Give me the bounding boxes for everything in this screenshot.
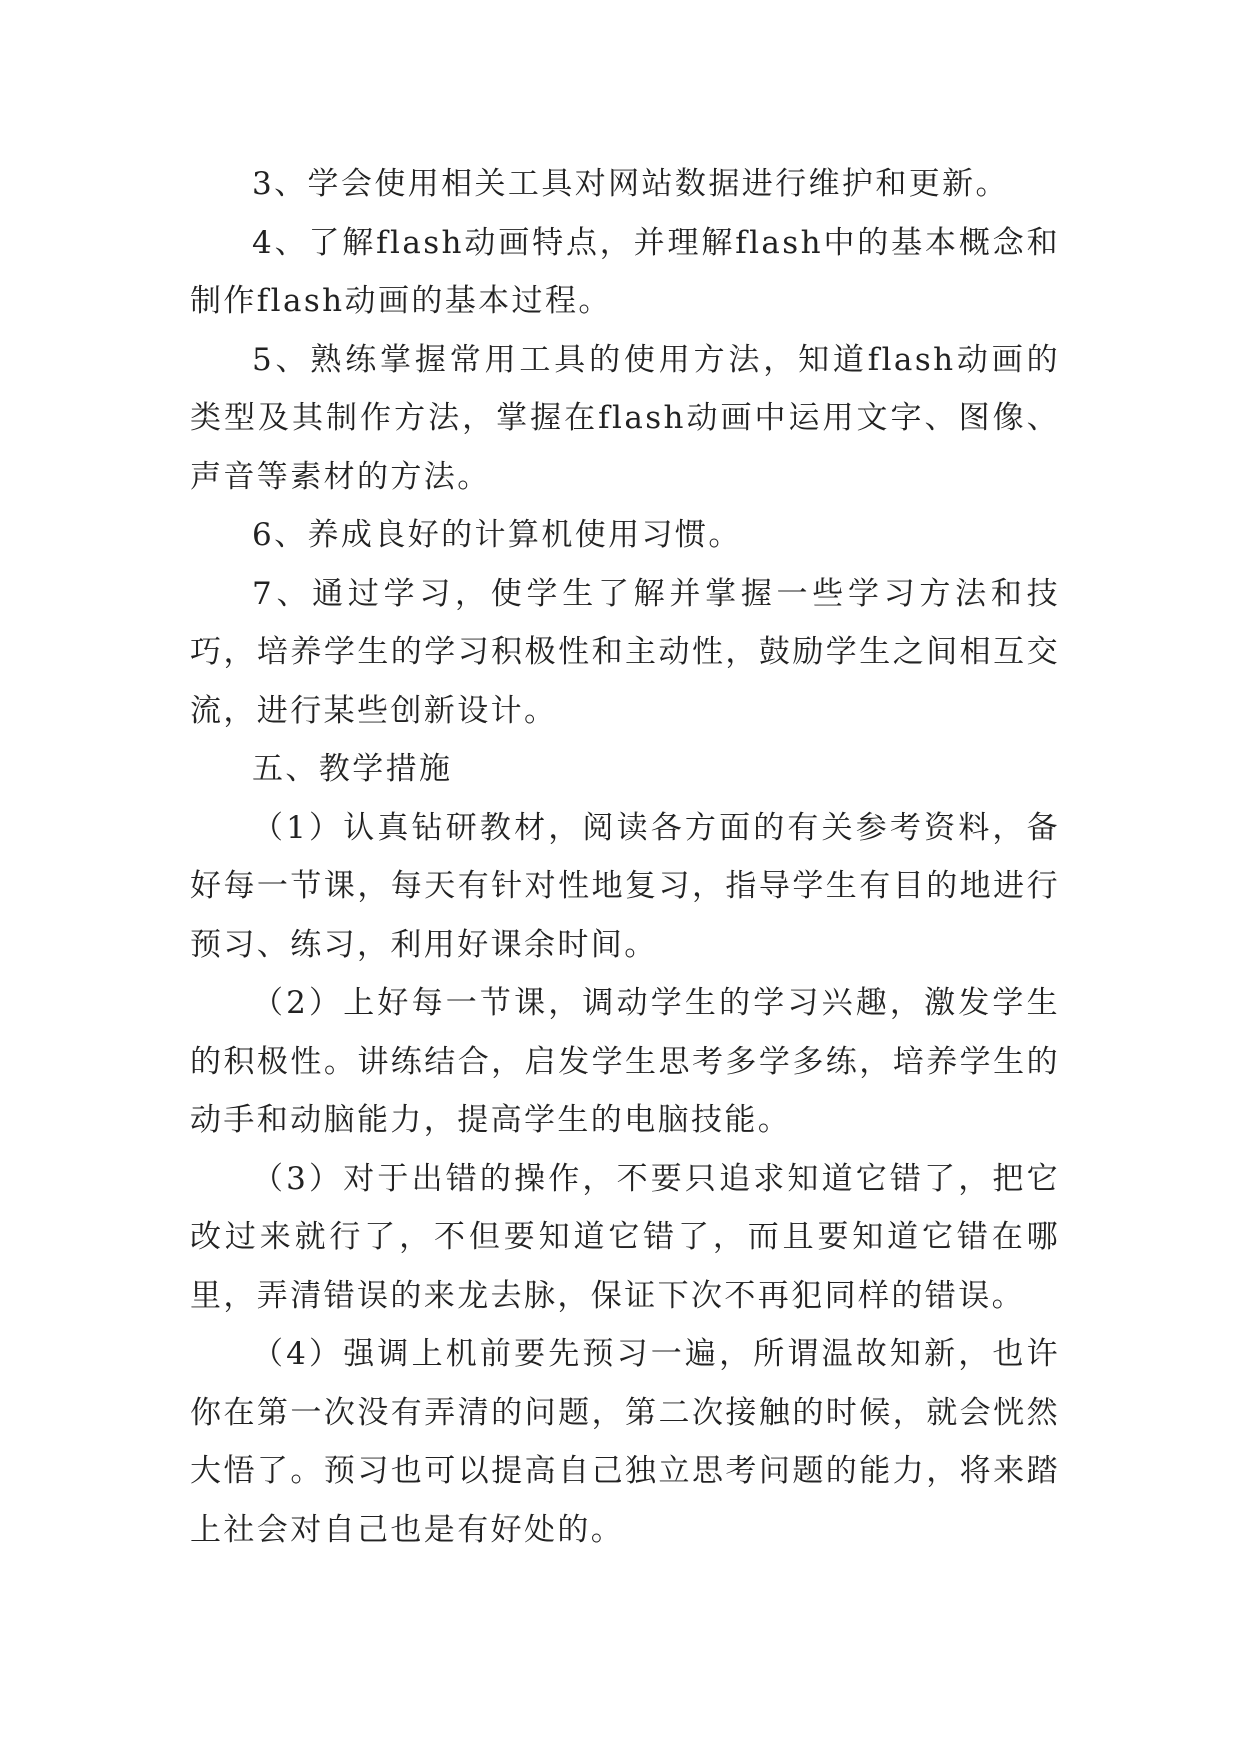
section-heading: 五、教学措施 [252,751,453,787]
measure-paragraph-4: （4）强调上机前要先预习一遍，所谓温故知新，也许你在第一次没有弄清的问题，第二次接触的时候，就会恍然大悟了。预习也可以提高自己独立思考问题的能力，将来踏上社会对自己也是有好处的。 [190,1336,1060,1548]
objective-paragraph-7: 7、通过学习，使学生了解并掌握一些学习方法和技巧，培养学生的学习积极性和主动性，鼓励学生之间相互交流，进行某些创新设计。 [190,575,1060,729]
objective-paragraph-5: 5、熟练掌握常用工具的使用方法，知道flash动画的类型及其制作方法，掌握在flash动画中运用文字、图像、声音等素材的方法。 [190,341,1060,495]
objective-paragraph-3: 3、学会使用相关工具对网站数据进行维护和更新。 [252,166,1009,202]
measure-paragraph-3: （3）对于出错的操作，不要只追求知道它错了，把它改过来就行了，不但要知道它错了，而且要知道它错在哪里，弄清错误的来龙去脉，保证下次不再犯同样的错误。 [190,1160,1060,1314]
objective-paragraph-6: 6、养成良好的计算机使用习惯。 [252,517,742,553]
document-body [190,155,1060,1559]
objective-paragraph-4: 4、了解flash动画特点，并理解flash中的基本概念和制作flash动画的基本过程。 [190,224,1060,319]
measure-paragraph-1: （1）认真钻研教材，阅读各方面的有关参考资料，备好每一节课，每天有针对性地复习，指导学生有目的地进行预习、练习，利用好课余时间。 [190,809,1060,963]
measure-paragraph-2: （2）上好每一节课，调动学生的学习兴趣，激发学生的积极性。讲练结合，启发学生思考多学多练，培养学生的动手和动脑能力，提高学生的电脑技能。 [190,985,1060,1138]
